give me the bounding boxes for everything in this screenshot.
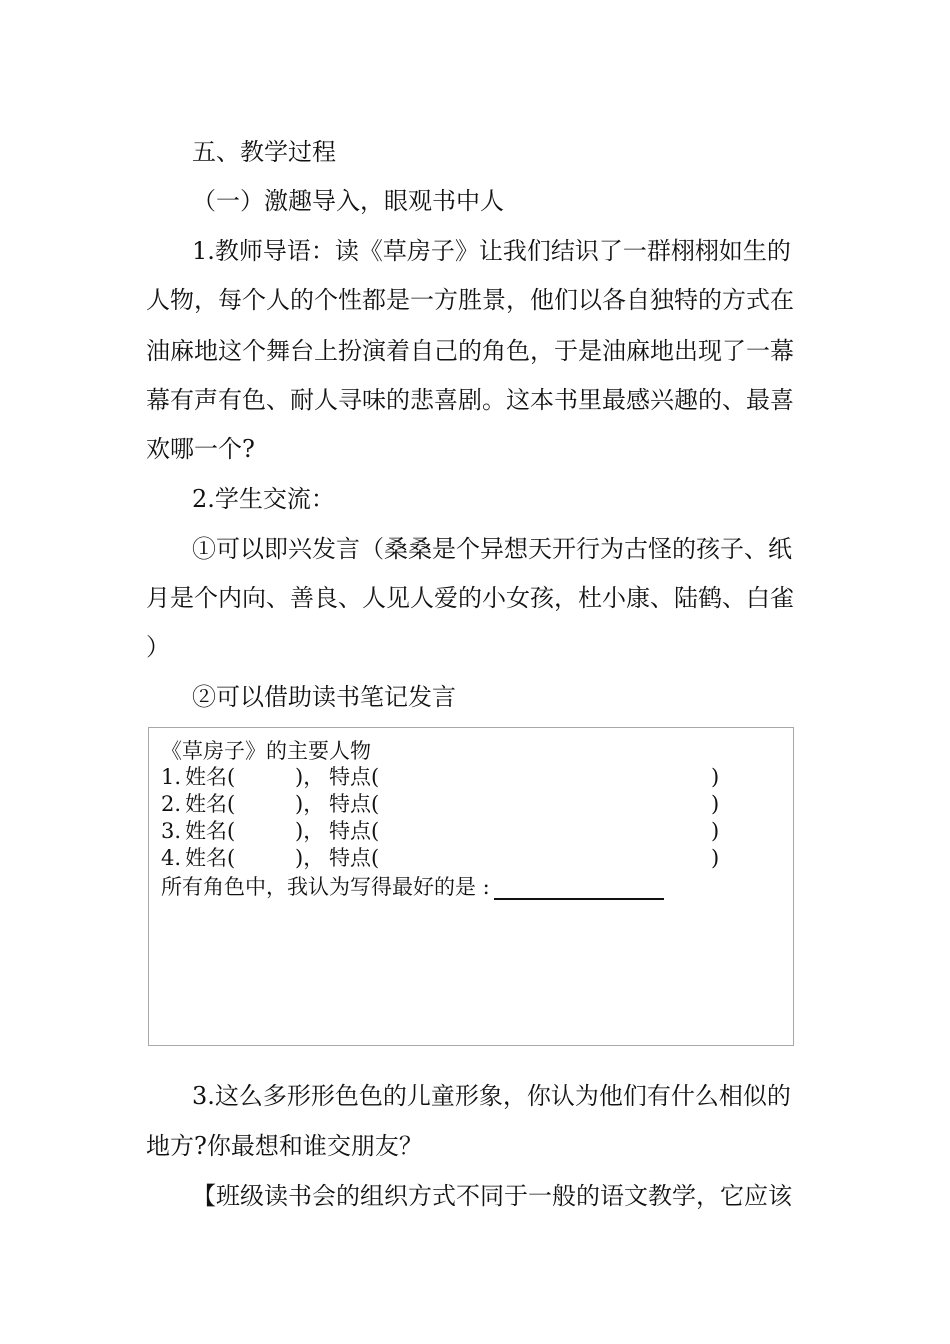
trait-close: ) [711,765,720,789]
text-line: 地方?你最想和谁交朋友？ [146,1132,423,1160]
row-number: 2. [161,792,182,816]
answer-underline [494,878,664,900]
text-line: 油麻地这个舞台上扮演着自己的角色，于是油麻地出现了一幕 [146,337,794,365]
text-line: 幕有声有色、耐人寻味的悲喜剧。这本书里最感兴趣的、最喜 [146,386,794,414]
best-character-prompt: 所有角色中，我认为写得最好的是 : [161,875,490,899]
section-heading: 五、教学过程 [192,138,336,166]
trait-label: 特点( [329,765,380,789]
trait-close: ) [711,846,720,870]
text-line: 3.这么多形形色色的儿童形象，你认为他们有什么相似的 [192,1082,791,1110]
trait-close: ) [711,819,720,843]
name-label: 姓名( [185,765,236,789]
row-number: 1. [161,765,182,789]
name-close: )， [295,846,325,870]
paragraph-student-exchange: 2.学生交流： [192,485,335,513]
text-line: ①可以即兴发言（桑桑是个异想天开行为古怪的孩子、纸 [192,535,792,563]
text-line: 月是个内向、善良、人见人爱的小女孩，杜小康、陆鹤、白雀 [146,584,794,612]
text-line: ） [146,633,170,661]
text-line: 1.教师导语：读《草房子》让我们结识了一群栩栩如生的 [192,237,791,265]
name-label: 姓名( [185,792,236,816]
trait-label: 特点( [329,792,380,816]
row-number: 3. [161,819,182,843]
subsection-heading: （一）激趣导入，眼观书中人 [192,187,504,215]
paragraph-reading-notes: ②可以借助读书笔记发言 [192,683,456,711]
name-close: )， [295,819,325,843]
trait-label: 特点( [329,819,380,843]
name-close: )， [295,792,325,816]
worksheet-box [148,727,794,1046]
paragraph-reading-club-note: 【班级读书会的组织方式不同于一般的语文教学，它应该 [192,1182,792,1210]
name-close: )， [295,765,325,789]
row-number: 4. [161,846,182,870]
name-label: 姓名( [185,846,236,870]
text-line: 人物，每个人的个性都是一方胜景，他们以各自独特的方式在 [146,286,794,314]
worksheet-best-character [161,874,664,900]
trait-close: ) [711,792,720,816]
worksheet-title: 《草房子》的主要人物 [161,739,371,763]
name-label: 姓名( [185,819,236,843]
text-line: 欢哪一个? [146,435,255,463]
trait-label: 特点( [329,846,380,870]
